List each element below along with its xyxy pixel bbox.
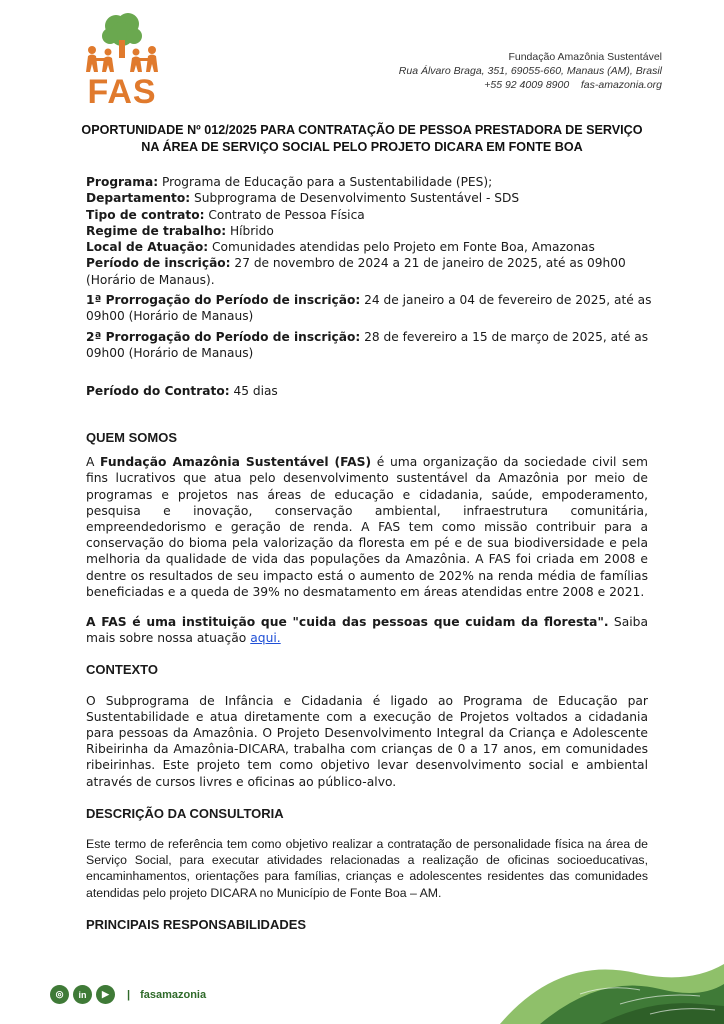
heading-quem-somos: QUEM SOMOS	[86, 430, 178, 445]
title-line-2: NA ÁREA DE SERVIÇO SOCIAL PELO PROJETO DICARA EM FONTE BOA	[141, 140, 583, 154]
saiba-mais-link[interactable]: aqui.	[250, 631, 281, 646]
contexto-paragraph: O Subprograma de Infância e Cidadania é ligado ao Programa de Educação par Sustentabilidade e atua diretamente com a execução de Projetos voltados a cidadania para pessoas da Amazônia. O Projeto Desenvolvimento Integral da Criança e Adolescente Ribeirinha da Amazônia-DICARA, trabalha com crianças de 0 a 17 anos, em comunidades ribeirinhas. Este projeto tem como objetivo levar desenvolvimento social e ambiental através de cursos livres e oficinas ao público-alvo.	[86, 693, 648, 789]
org-name: Fundação Amazônia Sustentável	[508, 51, 662, 63]
org-contact-line	[399, 78, 662, 92]
info-tipo-contrato: Tipo de contrato: Contrato de Pessoa Física	[86, 207, 365, 222]
org-site: fas-amazonia.org	[580, 79, 662, 91]
job-info-block	[86, 174, 656, 400]
title-line-1: OPORTUNIDADE Nº 012/2025 PARA CONTRATAÇÃO DE PESSOA PRESTADORA DE SERVIÇO	[81, 123, 643, 137]
info-departamento: Departamento: Subprograma de Desenvolvimento Sustentável - SDS	[86, 191, 520, 206]
linkedin-icon[interactable]: in	[73, 985, 92, 1004]
heading-principais-responsabilidades: PRINCIPAIS RESPONSABILIDADES	[86, 916, 307, 932]
org-phone: +55 92 4009 8900	[484, 79, 570, 91]
info-periodo-contrato: Período do Contrato: 45 dias	[86, 384, 278, 399]
social-handle: fasamazonia	[140, 988, 207, 1001]
org-address: Rua Álvaro Braga, 351, 69055-660, Manaus (AM), Brasil	[398, 65, 662, 77]
info-prorrogacao-2: 2ª Prorrogação do Período de inscrição: 28 de fevereiro a 15 de março de 2025, até as 09h00 (Horário de Manaus)	[86, 329, 649, 360]
quem-somos-paragraph-1: A Fundação Amazônia Sustentável (FAS) é uma organização da sociedade civil sem fins lucrativos que atua pelo desenvolvimento sustentável da Amazônia por meio de programas e projetos nas áreas de educação e cidadania, saúde, empoderamento, pesquisa e inovação, conservação ambiental, infraestrutura comunitária, empreendedorismo e geração de renda. A FAS tem como missão contribuir para a conservação do bioma pela valorização da floresta em pé e de sua biodiversidade e pela melhoria da qualidade de vida das populações da Amazônia. A FAS foi criada em 2008 e dentre os resultados de seu impacto está o aumento de 202% na renda média de famílias beneficiadas e a queda de 39% no desmatamento em áreas atendidas entre 2008 e 2021.	[86, 455, 648, 599]
logo-wordmark: FAS	[87, 73, 157, 111]
info-periodo-inscricao: Período de inscrição: 27 de novembro de 2024 a 21 de janeiro de 2025, até as 09h00 (Horário de Manaus).	[86, 256, 626, 287]
info-regime: Regime de trabalho: Híbrido	[86, 223, 274, 238]
footer-hills-decoration	[0, 944, 724, 1024]
org-contact-block	[399, 50, 662, 92]
youtube-icon[interactable]: ▶	[96, 985, 115, 1004]
document-title	[70, 122, 654, 156]
tree-family-icon	[82, 12, 162, 76]
info-programa: Programa: Programa de Educação para a Sustentabilidade (PES);	[86, 175, 493, 189]
heading-contexto: CONTEXTO	[86, 662, 158, 678]
document-body	[86, 430, 648, 941]
social-bar	[50, 985, 206, 1004]
quem-somos-paragraph-2: A FAS é uma instituição que "cuida das pessoas que cuidam da floresta". Saiba mais sobre nossa atuação aqui.	[86, 615, 648, 646]
instagram-icon[interactable]: ◎	[50, 985, 69, 1004]
descricao-paragraph: Este termo de referência tem como objetivo realizar a contratação de personalidade física na área de Serviço Social, para executar atividades relacionadas a realização de oficinas socioeducativas, encaminhamentos, orientações para famílias, crianças e adolescentes residentes das comunidades atendidas pelo projeto DICARA no Município de Fonte Boa – AM.	[86, 837, 648, 900]
info-prorrogacao-1: 1ª Prorrogação do Período de inscrição: 24 de janeiro a 04 de fevereiro de 2025, até as 09h00 (Horário de Manaus)	[86, 293, 652, 324]
fas-logo	[82, 12, 162, 110]
social-separator: |	[127, 988, 131, 1001]
heading-descricao-consultoria: DESCRIÇÃO DA CONSULTORIA	[86, 805, 284, 821]
info-local: Local de Atuação: Comunidades atendidas pelo Projeto em Fonte Boa, Amazonas	[86, 240, 595, 255]
